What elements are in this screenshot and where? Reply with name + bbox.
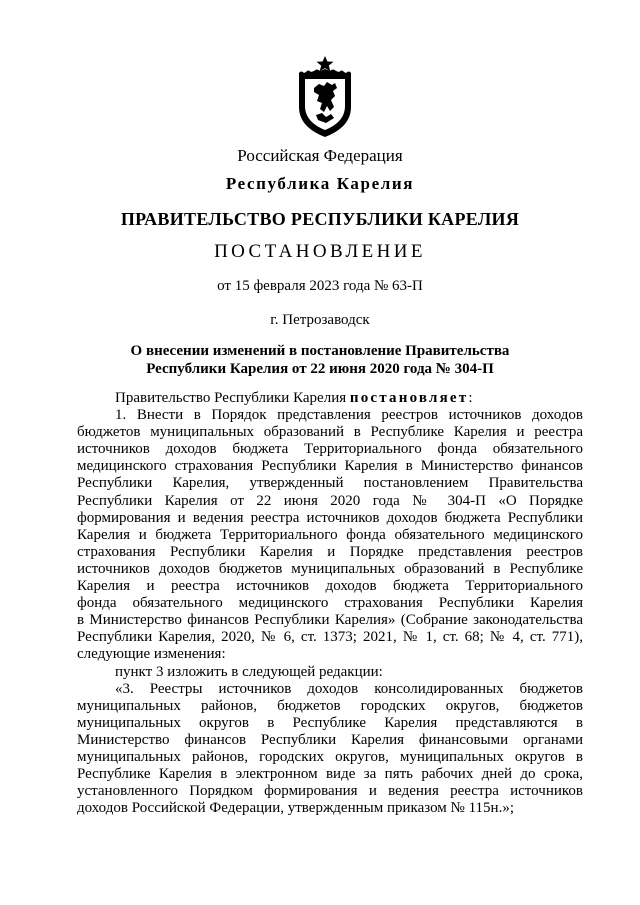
intro-suffix: :	[468, 390, 473, 406]
title-line: О внесении изменений в постановление Правительства	[130, 343, 510, 359]
paragraph-line: Карелия и реестра источников доходов бюджета Территориального	[77, 578, 583, 595]
date-number-line: от 15 февраля 2023 года № 63-П	[217, 278, 423, 294]
paragraph-line: следующие изменения:	[77, 646, 226, 663]
paragraph-line: Республике Карелия в электронном виде за пять рабочих дней до срока,	[77, 766, 583, 783]
paragraph-line: источников доходов бюджета Территориального фонда обязательного	[77, 441, 583, 458]
paragraph-line: муниципальных районов, городских округов, муниципальных округов в	[77, 748, 583, 765]
paragraph-line: Республики Карелия, 2020, № 6, ст. 1373; 2021, № 1, ст. 68; № 4, ст. 771),	[77, 629, 583, 646]
document-type-heading: ПОСТАНОВЛЕНИЕ	[214, 241, 426, 262]
paragraph-line: Карелия и бюджета Территориального фонда обязательного медицинского	[77, 526, 583, 543]
title-line: Республики Карелия от 22 июня 2020 года № 304-П	[146, 361, 494, 377]
document-body	[77, 390, 583, 817]
paragraph-line: фонда обязательного медицинского страхования Республики Карелия	[77, 595, 583, 612]
government-heading: ПРАВИТЕЛЬСТВО РЕСПУБЛИКИ КАРЕЛИЯ	[120, 209, 520, 229]
paragraph-line: бюджетов муниципальных образований в Республике Карелия и реестра	[77, 424, 583, 441]
intro-prefix: Правительство Республики Карелия	[115, 390, 350, 406]
document-title	[0, 342, 640, 378]
paragraph-line: муниципальных районов, бюджетов городских округов, бюджетов	[77, 697, 583, 714]
paragraph-line: Министерство финансов Республики Карелия финансовыми органами	[77, 731, 583, 748]
paragraph-line: источников доходов бюджетов муниципальных образований в Республике	[77, 560, 583, 577]
resolve-word: постановляет	[349, 390, 469, 406]
paragraph-line: 1. Внести в Порядок представления реестров источников доходов	[115, 407, 583, 424]
paragraph-line: медицинского страхования Республики Карелия в Министерство финансов	[77, 458, 583, 475]
paragraph-line: формирования и ведения реестра источников доходов бюджета Республики	[77, 509, 583, 526]
paragraph-line: муниципальных округов в Республике Карелия представляются в	[77, 714, 583, 731]
republic-label: Республика Карелия	[225, 174, 415, 193]
paragraph-line: установленного Порядком формирования и ведения реестра источников	[77, 783, 583, 800]
city-line: г. Петрозаводск	[270, 312, 370, 328]
coat-of-arms-icon	[296, 55, 354, 139]
paragraph-line: страхования Республики Карелия и Порядке представления реестров	[77, 543, 583, 560]
paragraph-line: доходов Российской Федерации, утвержденным приказом № 115н.»;	[77, 800, 514, 817]
intro-line	[77, 390, 583, 407]
paragraph-line: Республики Карелия, утвержденный постановлением Правительства	[77, 475, 583, 492]
paragraph-line: пункт 3 изложить в следующей редакции:	[115, 663, 383, 680]
federation-label: Российская Федерация	[237, 146, 403, 165]
paragraph-line: в Министерство финансов Республики Карелия» (Собрание законодательства	[77, 612, 583, 629]
paragraph-line: Республики Карелия от 22 июня 2020 года № 304-П «О Порядке	[77, 492, 583, 509]
paragraph-line: «3. Реестры источников доходов консолидированных бюджетов	[115, 680, 583, 697]
